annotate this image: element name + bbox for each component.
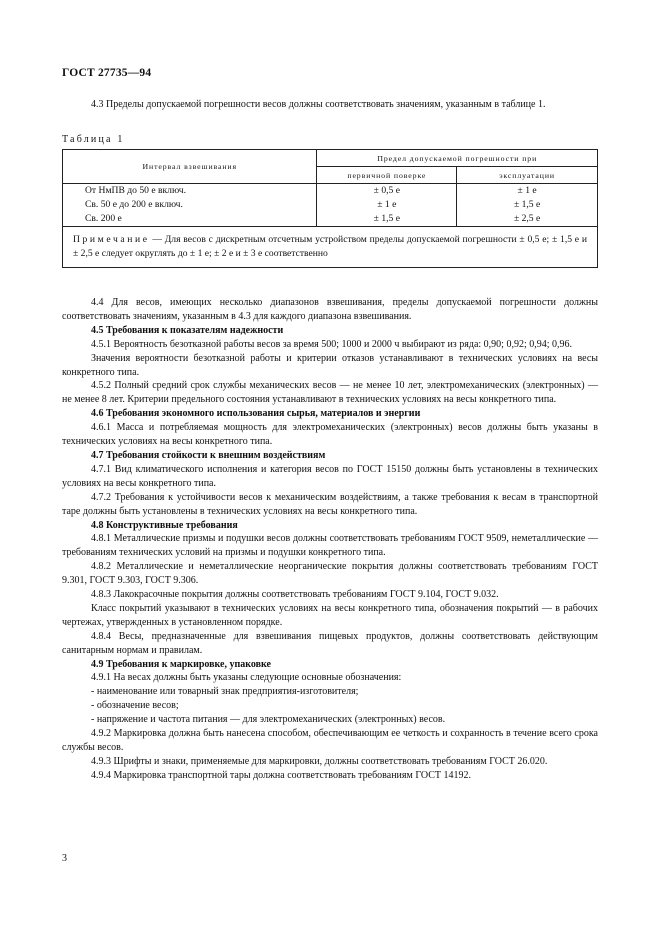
paragraph: 4.8.3 Лакокрасочные покрытия должны соответствовать требованиям ГОСТ 9.104, ГОСТ 9.032. bbox=[91, 589, 499, 601]
paragraph: 4.5.2 Полный средний срок службы механических весов — не менее 10 лет, электромеханических (электронных) — не менее 8 лет. Критерии предельного состояния устанавливают в технических условиях на весы конкретного типа. bbox=[62, 380, 598, 406]
table-note bbox=[63, 227, 598, 268]
paragraph: 4.4 Для весов, имеющих несколько диапазонов взвешивания, пределы допускаемой погрешности должны соответствовать значениям, указанным в 4.3 для каждого диапазона взвешивания. bbox=[62, 297, 598, 322]
paragraph: Значения вероятности безотказной работы и критерии отказов устанавливают в технических условиях на весы конкретного типа. bbox=[62, 352, 598, 378]
paragraph: 4.9.2 Маркировка должна быть нанесена способом, обеспечивающим ее четкость и сохранность в течение всего срока службы весов. bbox=[62, 728, 598, 753]
intro-paragraph bbox=[62, 98, 598, 112]
paragraph: 4.9.4 Маркировка транспортной тары должна соответствовать требованиям ГОСТ 14192. bbox=[91, 769, 471, 781]
paragraph: Класс покрытий указывают в технических условиях на весы конкретного типа, обозначения покрытий — в рабочих чертежах, утвержденных в установленном порядке. bbox=[62, 602, 598, 628]
section-heading: 4.6 Требования экономного использования сырья, материалов и энергии bbox=[91, 408, 421, 420]
table-cell-operation: ± 2,5 е bbox=[513, 213, 541, 224]
paragraph: 4.8.2 Металлические и неметаллические неорганические покрытия должны соответствовать требованиям ГОСТ 9.301, ГОСТ 9.303, ГОСТ 9.306. bbox=[62, 561, 598, 587]
paragraph: - наименование или товарный знак предприятия-изготовителя; bbox=[91, 686, 359, 698]
table-cell-interval: Св. 200 е bbox=[85, 213, 122, 224]
tolerance-table bbox=[62, 149, 598, 268]
table-row bbox=[63, 184, 598, 227]
header-operation: эксплуатации bbox=[457, 167, 598, 184]
table-caption: Таблица 1 bbox=[62, 134, 125, 145]
header-primary: первичной поверке bbox=[317, 167, 457, 184]
table-cell-primary: ± 0,5 е bbox=[373, 185, 400, 196]
table-cell-operation: ± 1,5 е bbox=[513, 199, 541, 210]
table-cell-interval: Св. 50 е до 200 е включ. bbox=[85, 199, 183, 210]
section-heading: 4.7 Требования стойкости к внешним воздействиям bbox=[91, 449, 326, 461]
paragraph: 4.9.1 На весах должны быть указаны следующие основные обозначения: bbox=[91, 672, 402, 684]
note-text: — Для весов с дискретным отсчетным устройством пределы допускаемой погрешности ± 0,5 е; ± 1,5 е и ± 2,5 е следует округлять до ± 1 е; ± 2 е и ± 3 е соответственно bbox=[73, 234, 587, 259]
table-note-row bbox=[63, 227, 598, 268]
section-heading: 4.5 Требования к показателям надежности bbox=[91, 324, 284, 336]
body-text bbox=[62, 296, 598, 783]
paragraph: 4.8.4 Весы, предназначенные для взвешивания пищевых продуктов, должны соответствовать действующим санитарным нормам и правилам. bbox=[62, 630, 598, 656]
header-limit: Предел допускаемой погрешности при bbox=[317, 150, 598, 167]
table-cell-operation: ± 1 е bbox=[517, 185, 537, 196]
table-cell-primary: ± 1 е bbox=[377, 199, 397, 210]
paragraph: - обозначение весов; bbox=[91, 700, 179, 712]
header-interval: Интервал взвешивания bbox=[63, 150, 317, 184]
table-cell-interval: От НмПВ до 50 е включ. bbox=[85, 185, 186, 196]
operation-column bbox=[457, 184, 597, 226]
paragraph: - напряжение и частота питания — для электромеханических (электронных) весов. bbox=[91, 714, 446, 726]
section-heading: 4.9 Требования к маркировке, упаковке bbox=[91, 658, 271, 670]
paragraph: 4.9.3 Шрифты и знаки, применяемые для маркировки, должны соответствовать требованиям ГОСТ 26.020. bbox=[91, 755, 548, 767]
note-label: Примечание bbox=[73, 234, 150, 245]
page-number: 3 bbox=[62, 853, 67, 864]
paragraph: 4.5.1 Вероятность безотказной работы весов за время 500; 1000 и 2000 ч выбирают из ряда: 0,90; 0,92; 0,94; 0,96. bbox=[91, 338, 573, 350]
paragraph: 4.7.1 Вид климатического исполнения и категория весов по ГОСТ 15150 должны быть установлены в технических условиях на весы конкретного типа. bbox=[62, 463, 598, 489]
interval-column bbox=[63, 184, 316, 226]
paragraph: 4.6.1 Масса и потребляемая мощность для электромеханических (электронных) весов должны быть указаны в технических условиях на весы конкретного типа. bbox=[62, 422, 598, 448]
table-cell-primary: ± 1,5 е bbox=[373, 213, 400, 224]
section-heading: 4.8 Конструктивные требования bbox=[91, 519, 238, 531]
paragraph-4-3: 4.3 Пределы допускаемой погрешности весов должны соответствовать значениям, указанным в таблице 1. bbox=[91, 99, 546, 110]
paragraph: 4.8.1 Металлические призмы и подушки весов должны соответствовать требованиям ГОСТ 9509, неметаллические — требованиям технических условий на призмы и подушки конкретного типа. bbox=[62, 533, 598, 559]
primary-column bbox=[317, 184, 456, 226]
document-code: ГОСТ 27735—94 bbox=[62, 67, 152, 79]
paragraph: 4.7.2 Требования к устойчивости весов к механическим воздействиям, а также требования к весам в транспортной таре должны быть установлены в технических условиях на весы конкретного типа. bbox=[62, 491, 598, 517]
